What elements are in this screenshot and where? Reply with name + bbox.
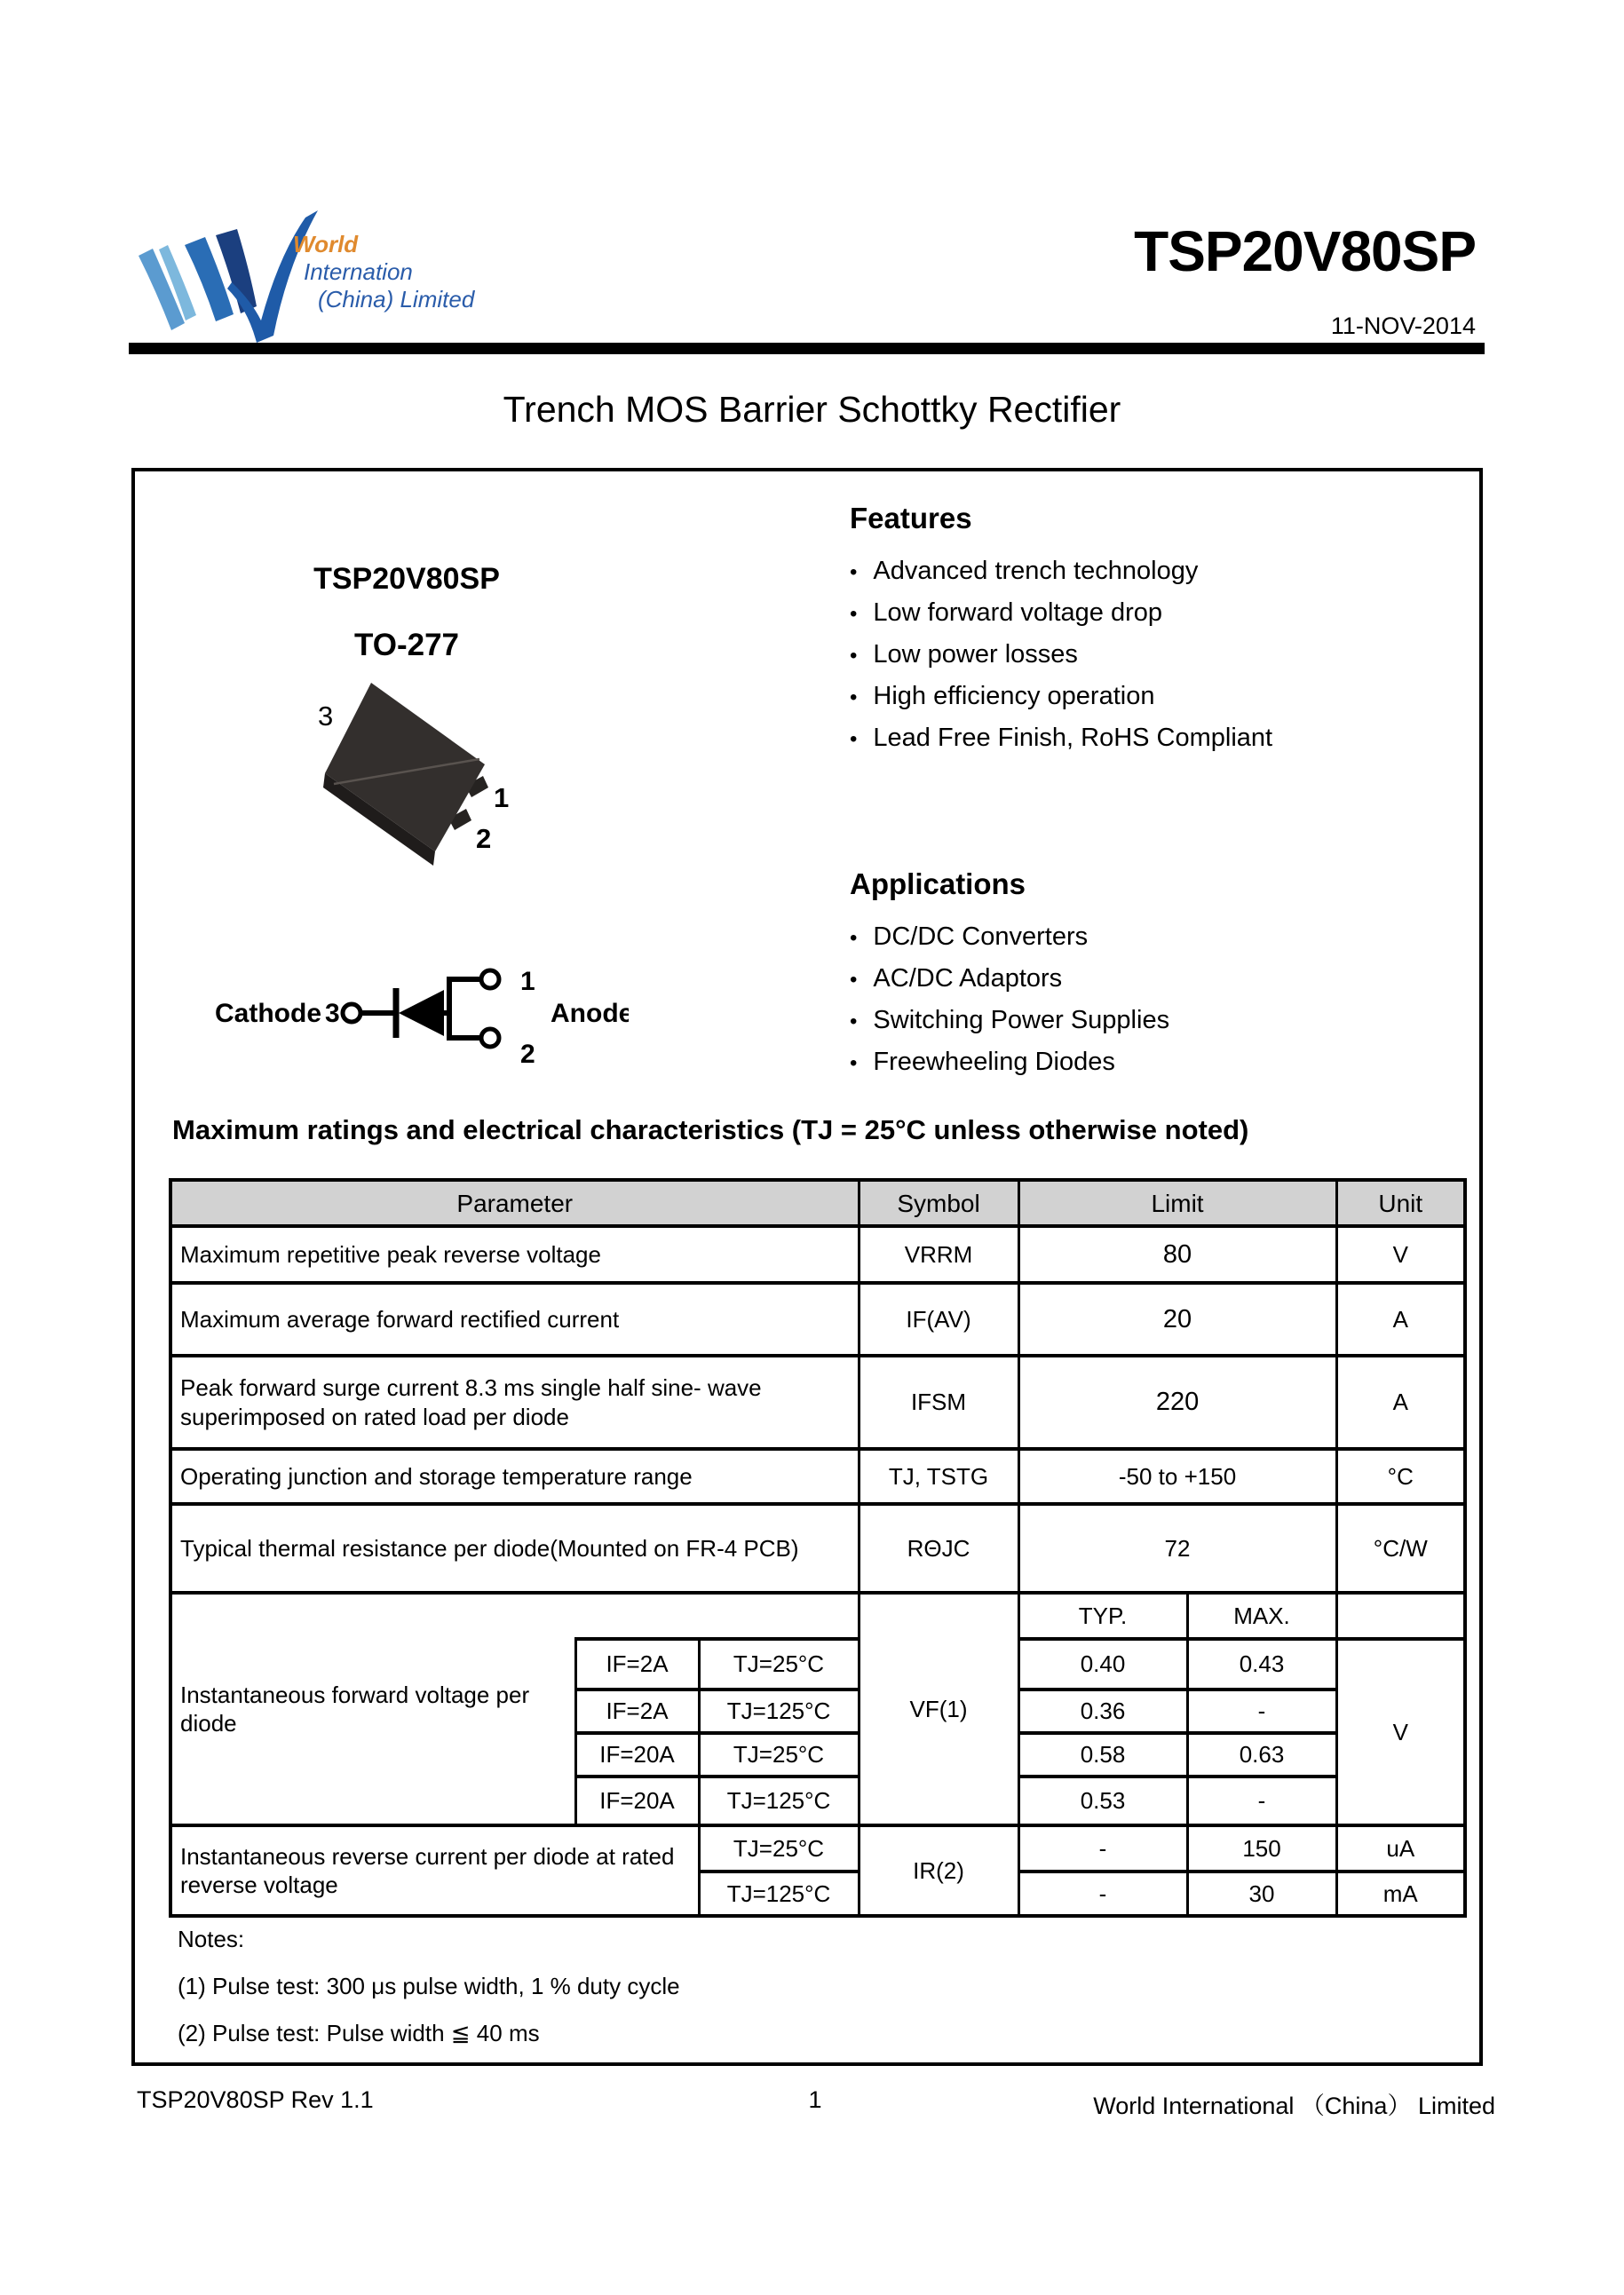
limit-cell: 80: [1018, 1226, 1336, 1283]
package-drawing: [311, 676, 524, 875]
max-header-cell: MAX.: [1187, 1593, 1336, 1639]
table-row: [170, 1356, 1465, 1449]
empty-cell: [575, 1593, 859, 1639]
condition-tj-cell: TJ=25°C: [699, 1825, 859, 1872]
unit-cell: uA: [1336, 1825, 1465, 1872]
condition-if-cell: IF=20A: [575, 1733, 699, 1777]
column-header-unit: Unit: [1336, 1180, 1465, 1226]
notes-section: [178, 1926, 680, 2047]
max-value-cell: -: [1187, 1690, 1336, 1733]
symbol-cell: IFSM: [859, 1356, 1018, 1449]
condition-tj-cell: TJ=125°C: [699, 1690, 859, 1733]
unit-cell: A: [1336, 1283, 1465, 1356]
limit-cell: 20: [1018, 1283, 1336, 1356]
feature-text: Low power losses: [873, 640, 1078, 669]
applications-section: [850, 867, 1471, 1089]
bullet-icon: •: [850, 727, 858, 751]
note-item: (2) Pulse test: Pulse width ≦ 40 ms: [178, 2020, 540, 2046]
features-title: Features: [850, 502, 972, 534]
unit-cell: V: [1336, 1639, 1465, 1825]
unit-cell: mA: [1336, 1872, 1465, 1916]
svg-text:2: 2: [476, 823, 492, 854]
table-row: [170, 1449, 1465, 1504]
bullet-icon: •: [850, 968, 858, 992]
typ-value-cell: 0.40: [1018, 1639, 1187, 1690]
features-section: [850, 502, 1471, 765]
symbol-cell: TJ, TSTG: [859, 1449, 1018, 1504]
bullet-icon: •: [850, 644, 858, 668]
svg-text:3: 3: [325, 999, 340, 1028]
limit-cell: 72: [1018, 1504, 1336, 1593]
typ-value-cell: -: [1018, 1825, 1187, 1872]
column-header-parameter: Parameter: [170, 1180, 859, 1226]
table-subheader-row: [170, 1593, 1465, 1639]
unit-cell: °C/W: [1336, 1504, 1465, 1593]
feature-text: Lead Free Finish, RoHS Compliant: [873, 724, 1273, 752]
list-item: [850, 598, 1471, 628]
condition-if-cell: IF=2A: [575, 1690, 699, 1733]
list-item: [850, 640, 1471, 669]
symbol-cell: RΘJC: [859, 1504, 1018, 1593]
list-item: [850, 1048, 1471, 1077]
ratings-table: [169, 1178, 1467, 1918]
note-item: (1) Pulse test: 300 μs pulse width, 1 % duty cycle: [178, 1973, 680, 1999]
diode-schematic-icon: [211, 951, 629, 1075]
max-value-cell: -: [1187, 1777, 1336, 1825]
ratings-table-container: [169, 1178, 1467, 1918]
svg-text:Cathode: Cathode: [215, 999, 321, 1028]
application-text: Freewheeling Diodes: [873, 1048, 1115, 1076]
company-name-line2: Internation: [304, 258, 413, 285]
bullet-icon: •: [850, 685, 858, 709]
list-item: [850, 922, 1471, 952]
condition-tj-cell: TJ=25°C: [699, 1733, 859, 1777]
limit-cell: 220: [1018, 1356, 1336, 1449]
condition-tj-cell: TJ=25°C: [699, 1639, 859, 1690]
table-row: [170, 1504, 1465, 1593]
feature-text: Advanced trench technology: [873, 557, 1199, 585]
feature-text: High efficiency operation: [873, 682, 1155, 710]
max-value-cell: 150: [1187, 1825, 1336, 1872]
company-name: [293, 231, 474, 313]
company-name-line3: (China) Limited: [318, 286, 475, 313]
application-text: AC/DC Adaptors: [873, 964, 1063, 993]
condition-if-cell: IF=20A: [575, 1777, 699, 1825]
typ-value-cell: -: [1018, 1872, 1187, 1916]
symbol-cell: IF(AV): [859, 1283, 1018, 1356]
max-value-cell: 30: [1187, 1872, 1336, 1916]
company-name-line1: World: [293, 231, 359, 257]
symbol-cell: IR(2): [859, 1825, 1018, 1916]
list-item: [850, 964, 1471, 993]
footer-company: World International （China） Limited: [1093, 2093, 1495, 2119]
typ-value-cell: 0.36: [1018, 1690, 1187, 1733]
table-header-row: [170, 1180, 1465, 1226]
application-text: DC/DC Converters: [873, 922, 1089, 951]
bullet-icon: •: [850, 926, 858, 950]
condition-tj-cell: TJ=125°C: [699, 1777, 859, 1825]
svg-text:1: 1: [520, 967, 535, 996]
svg-text:3: 3: [318, 700, 334, 732]
list-item: [850, 557, 1471, 586]
applications-title: Applications: [850, 867, 1026, 900]
product-part-number: TSP20V80SP: [313, 562, 500, 596]
feature-text: Low forward voltage drop: [873, 598, 1163, 627]
product-package-name: TO-277: [353, 628, 460, 662]
typ-value-cell: 0.53: [1018, 1777, 1187, 1825]
unit-cell: °C: [1336, 1449, 1465, 1504]
document-title: TSP20V80SP: [1134, 219, 1476, 283]
parameter-cell: Instantaneous forward voltage per diode: [170, 1593, 575, 1825]
bullet-icon: •: [850, 602, 858, 626]
typ-header-cell: TYP.: [1018, 1593, 1187, 1639]
parameter-cell: Instantaneous reverse current per diode at rated reverse voltage: [170, 1825, 699, 1916]
footer-page-number: 1: [808, 2086, 822, 2113]
empty-cell: [1336, 1593, 1465, 1639]
document-date: 11-NOV-2014: [1330, 313, 1476, 339]
bullet-icon: •: [850, 560, 858, 584]
content-box: [131, 468, 1483, 2066]
footer-revision: TSP20V80SP Rev 1.1: [137, 2086, 374, 2113]
ratings-section-heading: Maximum ratings and electrical characteristics (TJ = 25°C unless otherwise noted): [172, 1114, 1249, 1145]
header-divider: [129, 343, 1485, 354]
unit-cell: A: [1336, 1356, 1465, 1449]
diode-schematic: [211, 951, 629, 1080]
svg-text:2: 2: [520, 1040, 535, 1069]
list-item: [850, 724, 1471, 753]
table-row: [170, 1825, 1465, 1872]
list-item: [850, 682, 1471, 711]
condition-tj-cell: TJ=125°C: [699, 1872, 859, 1916]
max-value-cell: 0.63: [1187, 1733, 1336, 1777]
application-text: Switching Power Supplies: [873, 1006, 1170, 1034]
typ-value-cell: 0.58: [1018, 1733, 1187, 1777]
table-row: [170, 1226, 1465, 1283]
notes-title: Notes:: [178, 1926, 245, 1952]
limit-cell: -50 to +150: [1018, 1449, 1336, 1504]
parameter-cell: Maximum repetitive peak reverse voltage: [170, 1226, 859, 1283]
package-3d-icon: [311, 676, 524, 871]
max-value-cell: 0.43: [1187, 1639, 1336, 1690]
document-subtitle: Trench MOS Barrier Schottky Rectifier: [503, 389, 1121, 430]
parameter-cell: Operating junction and storage temperature range: [170, 1449, 859, 1504]
svg-text:1: 1: [494, 782, 510, 813]
parameter-cell: Peak forward surge current 8.3 ms single half sine- wave superimposed on rated load per diode: [170, 1356, 859, 1449]
parameter-cell: Maximum average forward rectified current: [170, 1283, 859, 1356]
parameter-cell: Typical thermal resistance per diode(Mounted on FR-4 PCB): [170, 1504, 859, 1593]
symbol-cell: VRRM: [859, 1226, 1018, 1283]
bullet-icon: •: [850, 1051, 858, 1075]
list-item: [850, 1006, 1471, 1035]
condition-if-cell: IF=2A: [575, 1639, 699, 1690]
symbol-cell: VF(1): [859, 1593, 1018, 1825]
table-row: [170, 1283, 1465, 1356]
column-header-symbol: Symbol: [859, 1180, 1018, 1226]
bullet-icon: •: [850, 1009, 858, 1033]
svg-text:Anode: Anode: [551, 999, 629, 1028]
unit-cell: V: [1336, 1226, 1465, 1283]
column-header-limit: Limit: [1018, 1180, 1336, 1226]
